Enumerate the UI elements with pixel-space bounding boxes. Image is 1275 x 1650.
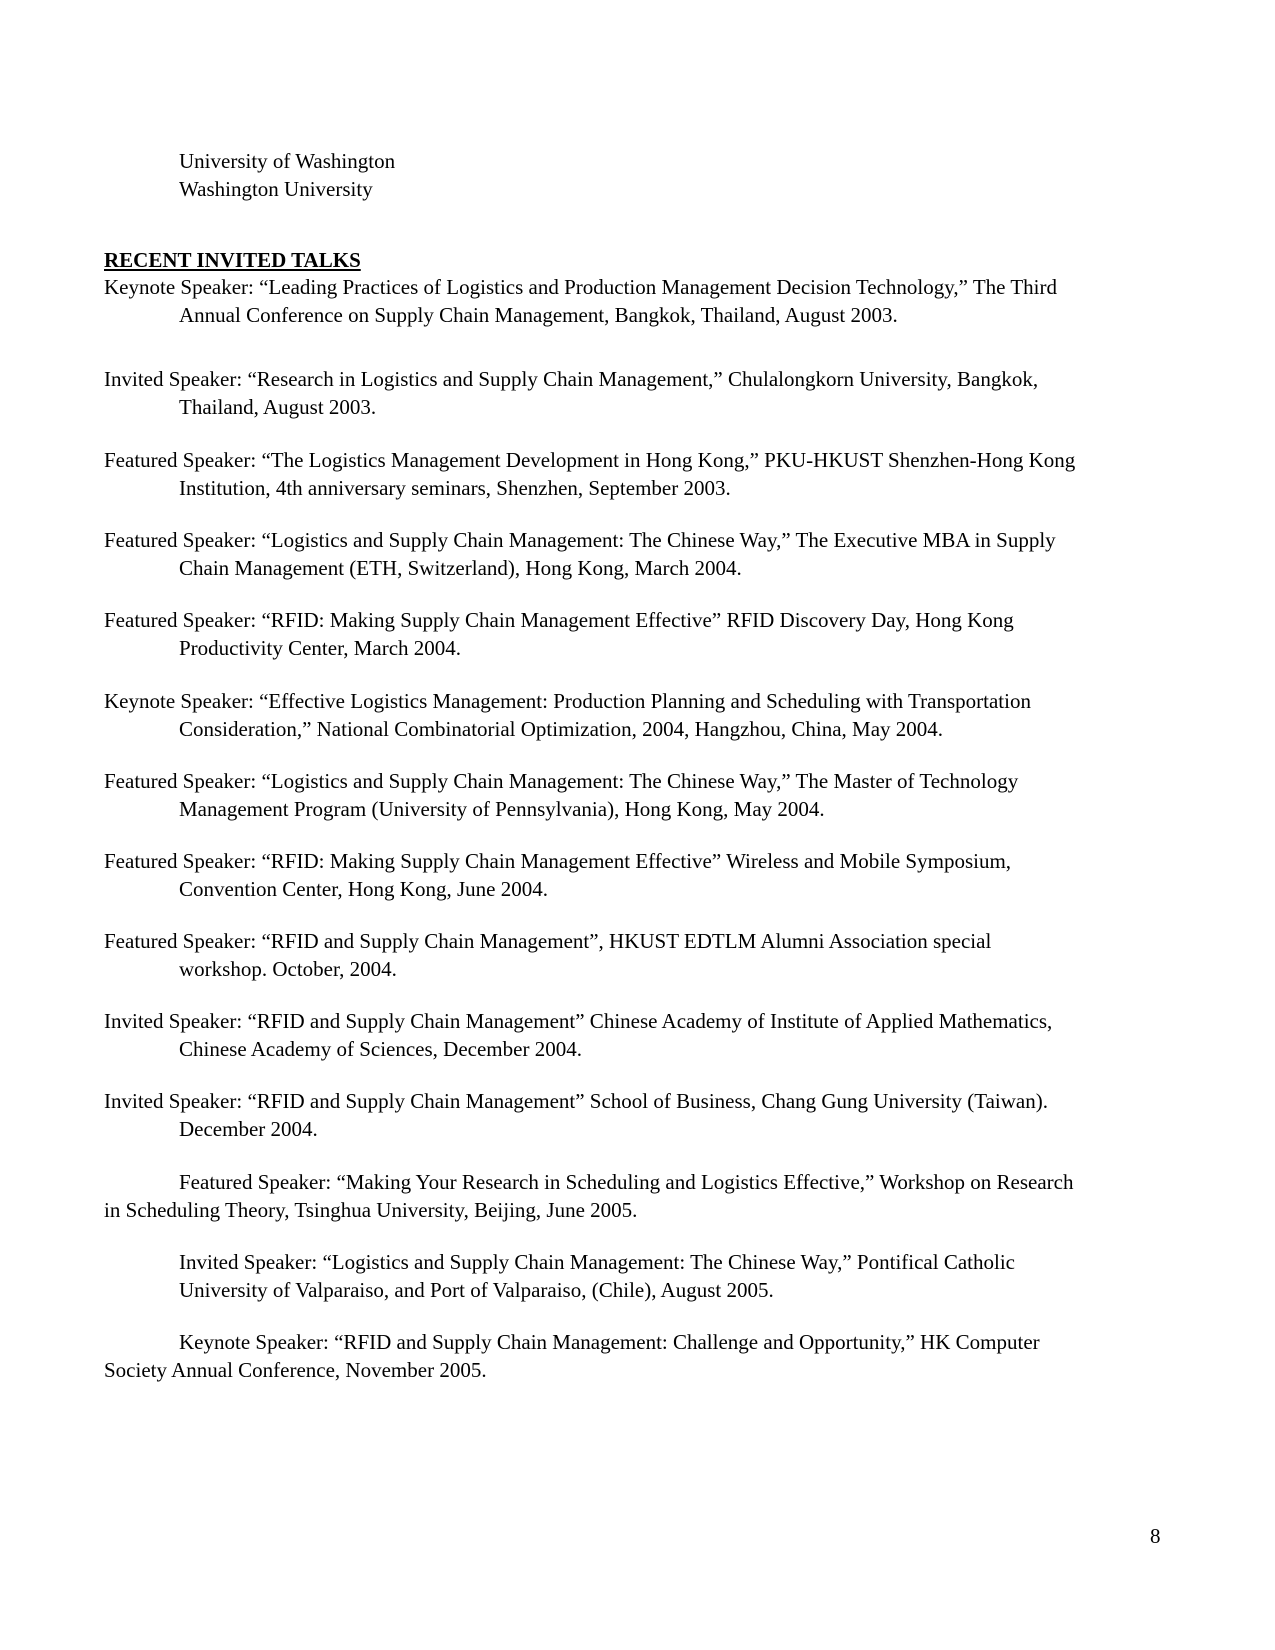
- talk-line: Keynote Speaker: “Effective Logistics Management: Production Planning and Scheduling with Transportation: [104, 689, 1031, 713]
- talk-entry: [104, 273, 1174, 329]
- talk-line: Society Annual Conference, November 2005.: [104, 1358, 487, 1382]
- affiliation-item: University of Washington: [179, 149, 396, 173]
- section-heading: RECENT INVITED TALKS: [104, 248, 361, 272]
- talk-line: Chain Management (ETH, Switzerland), Hong Kong, March 2004.: [179, 556, 742, 580]
- talk-line: Chinese Academy of Sciences, December 2004.: [179, 1037, 582, 1061]
- talk-entry: [104, 687, 1174, 743]
- talk-line: Productivity Center, March 2004.: [179, 636, 462, 660]
- talk-line: Featured Speaker: “RFID and Supply Chain Management”, HKUST EDTLM Alumni Association special: [104, 929, 992, 953]
- talk-line: Convention Center, Hong Kong, June 2004.: [179, 877, 548, 901]
- talk-line: Management Program (University of Pennsylvania), Hong Kong, May 2004.: [179, 797, 825, 821]
- affiliation-item: Washington University: [179, 177, 373, 201]
- talk-entry: [104, 1087, 1174, 1143]
- talk-entry: [104, 767, 1174, 823]
- talk-line: Invited Speaker: “RFID and Supply Chain Management” Chinese Academy of Institute of Applied Mathematics,: [104, 1009, 1053, 1033]
- talk-line: Featured Speaker: “Making Your Research in Scheduling and Logistics Effective,” Workshop on Research: [179, 1170, 1074, 1194]
- talk-entry: [104, 1328, 1174, 1384]
- talk-line: in Scheduling Theory, Tsinghua University, Beijing, June 2005.: [104, 1198, 638, 1222]
- talk-entry: [104, 606, 1174, 662]
- talk-line: Invited Speaker: “Research in Logistics and Supply Chain Management,” Chulalongkorn University, Bangkok,: [104, 367, 1039, 391]
- talk-line: Invited Speaker: “Logistics and Supply Chain Management: The Chinese Way,” Pontifical Catholic: [179, 1250, 1015, 1274]
- page-number: 8: [1150, 1524, 1161, 1548]
- talk-line: Keynote Speaker: “Leading Practices of Logistics and Production Management Decision Technology,” The Third: [104, 275, 1057, 299]
- talk-entry: [104, 446, 1174, 502]
- affiliation-list: [179, 147, 395, 203]
- talk-entry: [104, 1007, 1174, 1063]
- talk-entry: [104, 847, 1174, 903]
- talk-line: Keynote Speaker: “RFID and Supply Chain Management: Challenge and Opportunity,” HK Computer: [179, 1330, 1040, 1354]
- talk-line: workshop. October, 2004.: [179, 957, 397, 981]
- talk-entry: [104, 1168, 1174, 1224]
- talk-line: Featured Speaker: “RFID: Making Supply Chain Management Effective” RFID Discovery Day, Hong Kong: [104, 608, 1014, 632]
- talk-entry: [104, 526, 1174, 582]
- talk-entry: [104, 365, 1174, 421]
- talk-line: Featured Speaker: “Logistics and Supply Chain Management: The Chinese Way,” The Executive MBA in Supply: [104, 528, 1056, 552]
- talk-entry: [104, 1248, 1174, 1304]
- talk-line: Institution, 4th anniversary seminars, Shenzhen, September 2003.: [179, 476, 731, 500]
- talk-line: University of Valparaiso, and Port of Valparaiso, (Chile), August 2005.: [179, 1278, 774, 1302]
- talk-line: Featured Speaker: “RFID: Making Supply Chain Management Effective” Wireless and Mobile Symposium,: [104, 849, 1012, 873]
- talk-line: Featured Speaker: “The Logistics Management Development in Hong Kong,” PKU-HKUST Shenzhen-Hong Kong: [104, 448, 1076, 472]
- talk-line: December 2004.: [179, 1117, 318, 1141]
- talk-line: Invited Speaker: “RFID and Supply Chain Management” School of Business, Chang Gung University (Taiwan).: [104, 1089, 1048, 1113]
- talk-line: Consideration,” National Combinatorial Optimization, 2004, Hangzhou, China, May 2004.: [179, 717, 944, 741]
- talk-entry: [104, 927, 1174, 983]
- talk-line: Thailand, August 2003.: [179, 395, 377, 419]
- talk-line: Featured Speaker: “Logistics and Supply Chain Management: The Chinese Way,” The Master of Technology: [104, 769, 1019, 793]
- talk-line: Annual Conference on Supply Chain Management, Bangkok, Thailand, August 2003.: [179, 303, 898, 327]
